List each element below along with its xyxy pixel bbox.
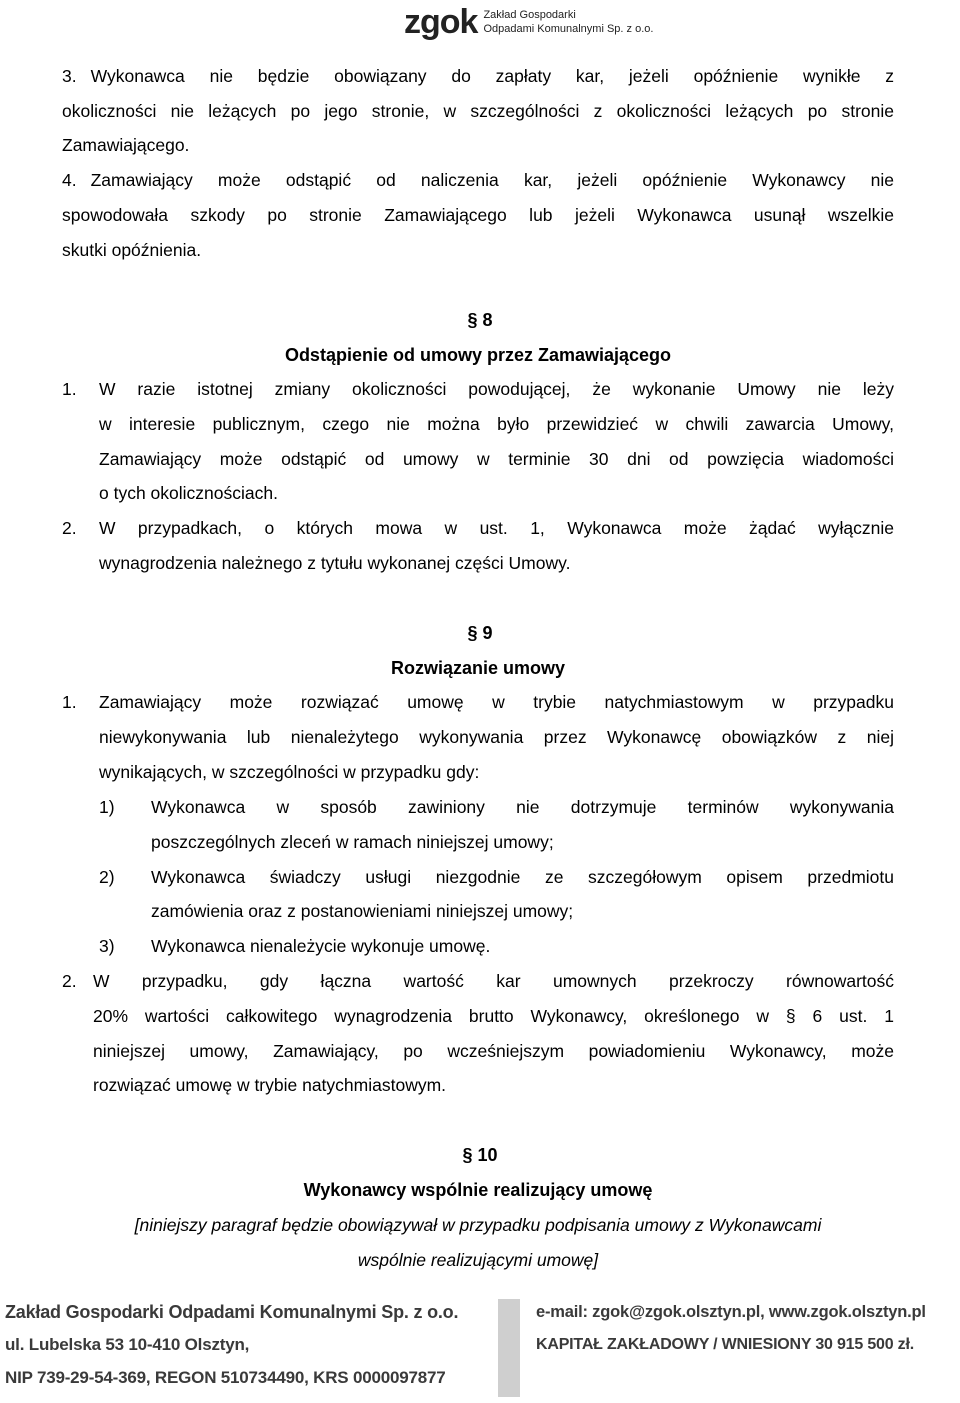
section-number: § 10 <box>462 1145 498 1165</box>
paragraph-text: W razie istotnej zmiany okoliczności powodującej, że wykonanie Umowy nie leży <box>99 379 894 399</box>
paragraph-text: W przypadku, gdy łączna wartość kar umownych przekroczy równowartość <box>93 971 894 991</box>
paragraph-text: poszczególnych zleceń w ramach niniejszej umowy; <box>151 832 554 852</box>
footer-capital: KAPITAŁ ZAKŁADOWY / WNIESIONY 30 915 500 zł. <box>536 1336 914 1353</box>
paragraph-text: niewykonywania lub nienależytego wykonywania przez Wykonawcę obowiązków z niej <box>99 727 894 747</box>
paragraph-line <box>62 65 894 87</box>
section-number: § 9 <box>467 623 493 643</box>
item-number: 2. <box>62 971 77 991</box>
paragraph-text: Zamawiający może rozwiązać umowę w trybie natychmiastowym w przypadku <box>99 692 894 712</box>
paragraph-text-justified <box>91 65 894 87</box>
item-number: 2. <box>62 518 77 538</box>
paragraph-text: okoliczności nie leżących po jego stronie, w szczególności z okoliczności leżących po stronie <box>62 101 894 121</box>
footer-divider <box>498 1299 520 1397</box>
logo-mark: zgok <box>404 3 478 41</box>
item-number: 4. <box>62 170 77 190</box>
subitem-number: 2) <box>99 867 115 887</box>
logo-line-1: Zakład Gospodarki <box>483 9 576 21</box>
section-number: § 8 <box>467 310 493 330</box>
paragraph-text: Zamawiający może odstąpić od naliczenia kar, jeżeli opóźnienie Wykonawcy nie <box>90 170 894 190</box>
paragraph-text: skutki opóźnienia. <box>62 240 202 260</box>
paragraph-text: wynagrodzenia należnego z tytułu wykonanej części Umowy. <box>99 553 571 573</box>
paragraph-text: spowodowała szkody po stronie Zamawiającego lub jeżeli Wykonawca usunął wszelkie <box>62 205 894 225</box>
paragraph-text: niniejszej umowy, Zamawiający, po wcześniejszym powiadomieniu Wykonawcy, może <box>93 1041 894 1061</box>
item-number: 1. <box>62 692 77 712</box>
footer-ids: NIP 739-29-54-369, REGON 510734490, KRS 0000097877 <box>5 1368 446 1387</box>
section-note: wspólnie realizującymi umowę] <box>357 1250 599 1270</box>
footer-contact: e-mail: zgok@zgok.olsztyn.pl, www.zgok.olsztyn.pl <box>536 1303 926 1321</box>
paragraph-text: Zamawiającego. <box>62 135 190 155</box>
paragraph-text: Wykonawca w sposób zawiniony nie dotrzymuje terminów wykonywania <box>151 797 894 817</box>
paragraph-text: 20% wartości całkowitego wynagrodzenia brutto Wykonawcy, określonego w § 6 ust. 1 <box>93 1006 894 1026</box>
section-title: Wykonawcy wspólnie realizujący umowę <box>303 1180 653 1200</box>
paragraph-text: wynikających, w szczególności w przypadku gdy: <box>99 762 480 782</box>
section-title: Odstąpienie od umowy przez Zamawiającego <box>284 345 672 365</box>
paragraph-text: Wykonawca świadczy usługi niezgodnie ze szczegółowym opisem przedmiotu <box>151 867 894 887</box>
paragraph-line <box>62 169 894 191</box>
paragraph-text: Zamawiający może odstąpić od umowy w terminie 30 dni od powzięcia wiadomości <box>99 449 894 469</box>
paragraph-text: W przypadkach, o których mowa w ust. 1, Wykonawca może żądać wyłącznie <box>99 518 894 538</box>
footer-company: Zakład Gospodarki Odpadami Komunalnymi Sp. z o.o. <box>5 1302 459 1322</box>
item-number: 3. <box>62 66 77 86</box>
paragraph-text: Wykonawca nie będzie obowiązany do zapłaty kar, jeżeli opóźnienie wynikłe z <box>90 66 894 86</box>
paragraph-text: o tych okolicznościach. <box>99 483 278 503</box>
company-logo <box>404 2 653 42</box>
item-number: 1. <box>62 379 77 399</box>
subitem-number: 1) <box>99 797 115 817</box>
section-note: [niniejszy paragraf będzie obowiązywał w przypadku podpisania umowy z Wykonawcami <box>134 1215 822 1235</box>
paragraph-text: Wykonawca nienależycie wykonuje umowę. <box>151 936 491 956</box>
paragraph-text: rozwiązać umowę w trybie natychmiastowym. <box>93 1075 447 1095</box>
section-title: Rozwiązanie umowy <box>390 658 566 678</box>
logo-line-2: Odpadami Komunalnymi Sp. z o.o. <box>483 23 654 35</box>
page-footer <box>0 1293 960 1403</box>
paragraph-text: zamówienia oraz z postanowieniami niniejszej umowy; <box>151 901 574 921</box>
subitem-number: 3) <box>99 936 115 956</box>
logo-text <box>483 8 653 36</box>
footer-address: ul. Lubelska 53 10-410 Olsztyn, <box>5 1335 250 1354</box>
page-header <box>0 0 960 44</box>
paragraph-text: w interesie publicznym, czego nie można było przewidzieć w chwili zawarcia Umowy, <box>99 414 894 434</box>
